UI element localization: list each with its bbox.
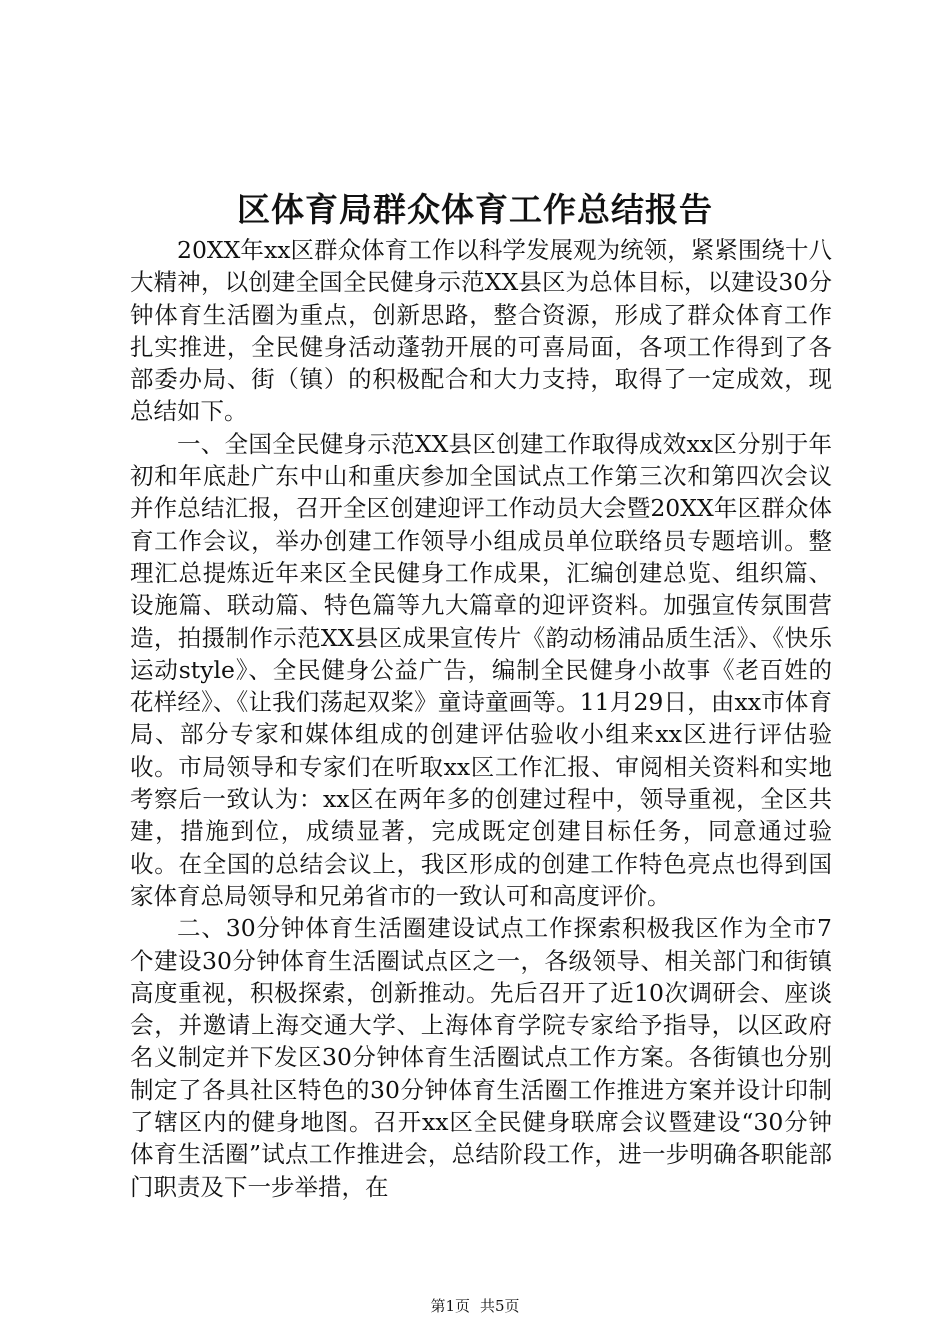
page-footer <box>0 1296 950 1316</box>
paragraph-section-two: 二、30分钟体育生活圈建设试点工作探索积极我区作为全市7个建设30分钟体育生活圈试点区之一，各级领导、相关部门和街镇高度重视，积极探索，创新推动。先后召开了近10次调研会、座谈会，并邀请上海交通大学、上海体育学院专家给予指导，以区政府名义制定并下发区30分钟体育生活圈试点工作方案。各街镇也分别制定了各具社区特色的30分钟体育生活圈工作推进方案并设计印制了辖区内的健身地图。召开xx区全民健身联席会议暨建设“30分钟体育生活圈”试点工作推进会，总结阶段工作，进一步明确各职能部门职责及下一步举措，在 <box>130 914 832 1201</box>
document-body <box>130 234 832 1203</box>
page-total: 共5页 <box>480 1297 520 1315</box>
document-title: 区体育局群众体育工作总结报告 <box>237 190 713 229</box>
paragraph-intro: 20XX年xx区群众体育工作以科学发展观为统领，紧紧围绕十八大精神，以创建全国全民健身示范XX县区为总体目标，以建设30分钟体育生活圈为重点，创新思路，整合资源，形成了群众体育工作扎实推进，全民健身活动蓬勃开展的可喜局面，各项工作得到了各部委办局、街（镇）的积极配合和大力支持，取得了一定成效，现总结如下。 <box>130 236 832 426</box>
page-number: 第1页 <box>430 1297 470 1315</box>
paragraph-section-one: 一、全国全民健身示范XX县区创建工作取得成效xx区分别于年初和年底赴广东中山和重庆参加全国试点工作第三次和第四次会议并作总结汇报，召开全区创建迎评工作动员大会暨20XX年区群众体育工作会议，举办创建工作领导小组成员单位联络员专题培训。整理汇总提炼近年来区全民健身工作成果，汇编创建总览、组织篇、设施篇、联动篇、特色篇等九大篇章的迎评资料。加强宣传氛围营造，拍摄制作示范XX县区成果宣传片《韵动杨浦品质生活》、《快乐运动style》、全民健身公益广告，编制全民健身小故事《老百姓的花样经》、《让我们荡起双桨》童诗童画等。11月29日，由xx市体育局、部分专家和媒体组成的创建评估验收小组来xx区进行评估验收。市局领导和专家们在听取xx区工作汇报、审阅相关资料和实地考察后一致认为：xx区在两年多的创建过程中，领导重视，全区共建，措施到位，成绩显著，完成既定创建目标任务，同意通过验收。在全国的总结会议上，我区形成的创建工作特色亮点也得到国家体育总局领导和兄弟省市的一致认可和高度评价。 <box>130 429 832 910</box>
